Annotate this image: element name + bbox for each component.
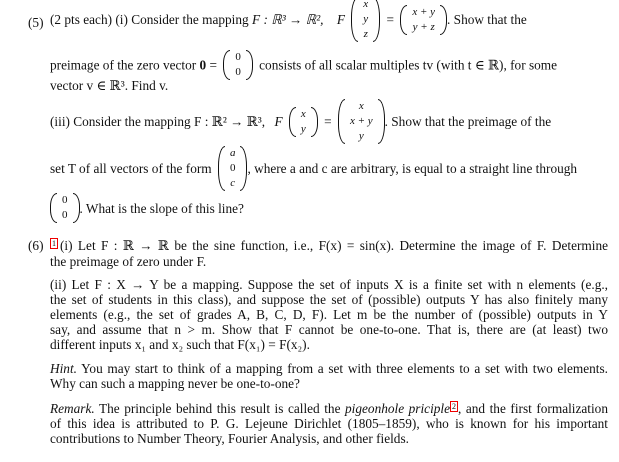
hint-line-2: Why can such a mapping never be one-to-one? — [50, 376, 300, 391]
problem-6-part-i-line-1: 1 (i) Let F : ℝ → ℝ be the sine function, i.e., F(x) = sin(x). Determine the image of F. Determine — [52, 238, 608, 253]
problem-6-part-ii-line: say, and assume that n > m. Show that F cannot be one-to-one. That is, there are (at least) two — [50, 322, 608, 337]
problem-5-part-iii: (iii) Consider the mapping F : ℝ² → ℝ³, F x y = x x + y y . Show that the preimage of the — [50, 100, 552, 142]
problem-6-part-ii-line: the set of students in this class), and suppose the set of (possible) outputs Y has also finitely many — [50, 292, 608, 307]
problem-6-part-ii-line: (ii) Let F : X → Y be a mapping. Suppose the set of inputs X is a finite set with n elements (e.g., — [50, 277, 608, 292]
origin-vector: 0 0 — [50, 193, 80, 223]
problem-6-part-i-line-2: the preimage of zero under F. — [50, 254, 207, 269]
problem-5-line-5: set T of all vectors of the form a 0 c , where a and c are arbitrary, is equal to a straight line through — [50, 147, 578, 189]
problem-number: (6) — [28, 238, 44, 253]
vector-a0c: a 0 c — [218, 146, 248, 191]
footnote-2-link[interactable]: 2 — [452, 402, 457, 411]
footnote-1-link[interactable]: 1 — [52, 239, 56, 248]
remark-line-2: of this idea is attributed to P. G. Lejeune Dirichlet (1805–1859), who is known for his important — [50, 416, 608, 431]
input-vector: x y — [289, 107, 318, 137]
problem-number: (5) — [28, 15, 44, 30]
problem-5-line-6: 0 0 . What is the slope of this line? — [47, 193, 244, 223]
hint-line-1: Hint. You may start to think of a mapping from a set with three elements to a set with two elements. — [50, 361, 608, 376]
input-vector: x y z — [351, 0, 380, 42]
output-vector: x + y y + z — [400, 5, 447, 35]
remark-line-3: contributions to Number Theory, Fourier Analysis, and other fields. — [50, 431, 409, 446]
zero-vector: 0 0 — [223, 50, 253, 80]
output-vector: x x + y y — [338, 99, 385, 144]
remark-line-1: Remark. The principle behind this result is called the pigeonhole priciple 2 , and the first formalization — [50, 401, 608, 416]
problem-6-part-ii-line: elements (e.g., the set of grades A, B, C, D, F). Let m be the number of (possible) outputs in Y — [50, 307, 608, 322]
problem-5-line-3: vector v ∈ ℝ³. Find v. — [50, 78, 169, 93]
problem-6-part-ii-line: different inputs x₁ and x₂ such that F(x₁) = F(x₂). — [50, 337, 310, 352]
problem-5-line-1: (2 pts each) (i) Consider the mapping F : ℝ³ → ℝ², F x y z = x + y y + z . Show that the — [50, 0, 527, 42]
problem-5-line-2: preimage of the zero vector 0 = 0 0 consists of all scalar multiples tv (with t ∈ ℝ), for some — [50, 51, 558, 78]
